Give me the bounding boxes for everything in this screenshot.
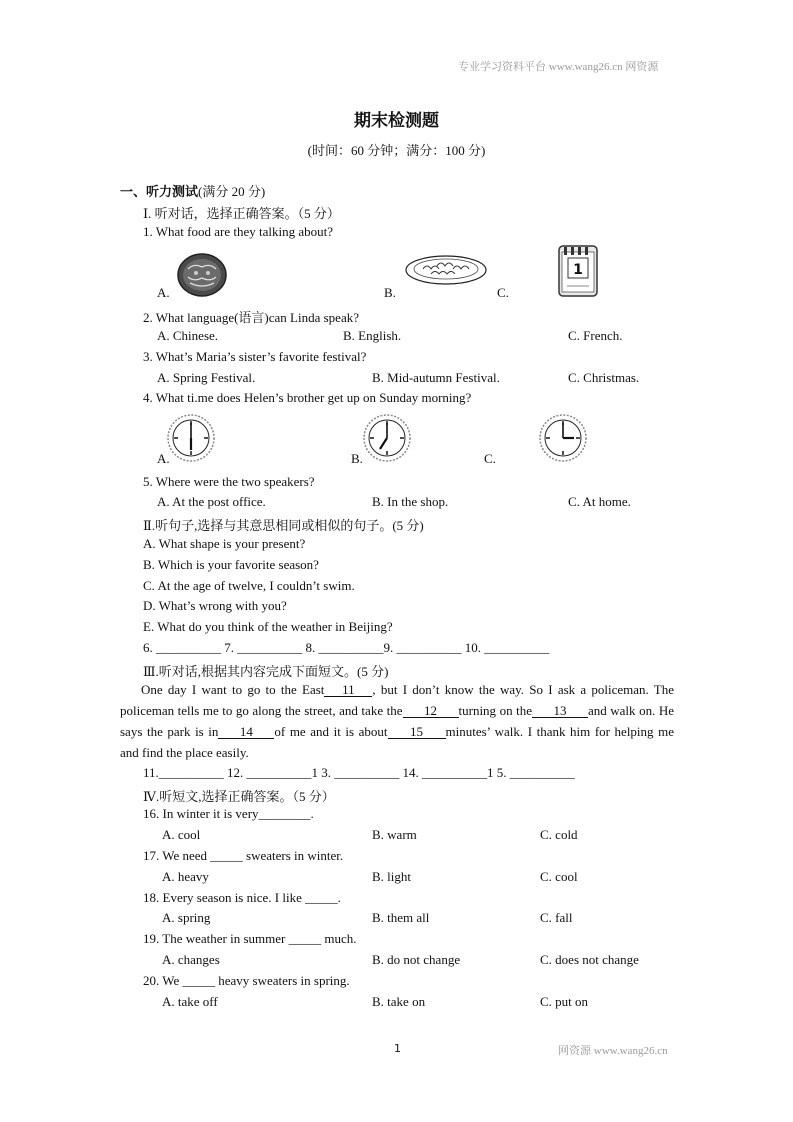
q5-option-b: B. In the shop. — [372, 494, 449, 509]
part2-option: C. At the age of twelve, I couldn’t swim. — [143, 578, 355, 593]
q17-option-b: B. light — [372, 869, 412, 884]
q3-option-b: B. Mid-autumn Festival. — [372, 370, 500, 385]
q17-option-a: A. heavy — [162, 869, 209, 884]
q19-stem: 19. The weather in summer _____ much. — [143, 931, 357, 946]
q18-option-c: C. fall — [540, 910, 573, 925]
part3-heading: Ⅲ.听对话,根据其内容完成下面短文。(5 分) — [143, 664, 389, 679]
q2-option-a: A. Chinese. — [157, 328, 219, 343]
part4-heading: Ⅳ.听短文,选择正确答案。（5 分） — [143, 789, 335, 804]
clock-seven-icon — [362, 413, 412, 463]
q4-option-a: A. — [157, 451, 170, 466]
footer-watermark: 网资源 www.wang26.cn — [558, 1045, 668, 1057]
part2-answer-blanks: 6. __________ 7. __________ 8. __________9. __________ 10. __________ — [143, 640, 550, 655]
page-number: 1 — [394, 1042, 401, 1055]
blank-13: 13 — [532, 704, 588, 718]
q2-option-b: B. English. — [343, 328, 402, 343]
q4-stem: 4. What ti.me does Helen’s brother get up on Sunday morning? — [143, 390, 472, 405]
dumplings-plate-icon — [405, 254, 487, 286]
q19-option-a: A. changes — [162, 952, 220, 967]
q20-option-c: C. put on — [540, 994, 589, 1009]
q20-option-b: B. take on — [372, 994, 426, 1009]
q16-option-b: B. warm — [372, 827, 417, 842]
q1-option-c: C. — [497, 285, 509, 300]
blank-15: 15 — [388, 725, 446, 739]
q2-option-c: C. French. — [568, 328, 623, 343]
part2-option: A. What shape is your present? — [143, 536, 306, 551]
calendar-number: 1 — [573, 262, 583, 278]
q17-stem: 17. We need _____ sweaters in winter. — [143, 848, 344, 863]
q4-option-b: B. — [351, 451, 363, 466]
blank-12: 12 — [403, 704, 459, 718]
q19-option-b: B. do not change — [372, 952, 461, 967]
q3-stem: 3. What’s Maria’s sister’s favorite festival? — [143, 349, 367, 364]
q18-option-a: A. spring — [162, 910, 211, 925]
q4-option-c: C. — [484, 451, 496, 466]
clock-three-icon — [538, 413, 588, 463]
part1-heading: Ⅰ. 听对话，选择正确答案。（5 分） — [143, 206, 340, 221]
q16-stem: 16. In winter it is very________. — [143, 806, 314, 821]
section-heading — [120, 181, 265, 200]
part2-heading: Ⅱ.听句子,选择与其意思相同或相似的句子。(5 分) — [143, 518, 424, 533]
q17-option-c: C. cool — [540, 869, 578, 884]
part2-option: D. What’s wrong with you? — [143, 598, 287, 613]
q3-option-a: A. Spring Festival. — [157, 370, 256, 385]
section-note: (满分 20 分) — [198, 184, 266, 199]
q18-stem: 18. Every season is nice. I like _____. — [143, 890, 341, 905]
clock-six-icon — [166, 413, 216, 463]
q5-option-a: A. At the post office. — [157, 494, 266, 509]
q20-option-a: A. take off — [162, 994, 218, 1009]
header-watermark: 专业学习资料平台 www.wang26.cn 网资源 — [458, 61, 659, 73]
calendar-icon — [557, 244, 599, 298]
q1-option-a: A. — [157, 285, 170, 300]
q1-option-b: B. — [384, 285, 396, 300]
part2-option: B. Which is your favorite season? — [143, 557, 319, 572]
q5-option-c: C. At home. — [568, 494, 631, 509]
page-subtitle: (时间：60 分钟；满分：100 分) — [307, 143, 486, 158]
q5-stem: 5. Where were the two speakers? — [143, 474, 315, 489]
q16-option-c: C. cold — [540, 827, 578, 842]
part3-passage: One day I want to go to the East 11 , but I don’t know the way. So I ask a policeman. The policeman tells me to go along the street, and take the 12 turning on the 13 and walk on. He says the park is in 14 of me and it is about 15 minutes’ walk. I thank him for helping me and find the place easily. — [120, 682, 674, 760]
q18-option-b: B. them all — [372, 910, 430, 925]
blank-14: 14 — [218, 725, 274, 739]
section-title: 一、听力测试 — [120, 185, 199, 200]
part2-option: E. What do you think of the weather in Beijing? — [143, 619, 393, 634]
q3-option-c: C. Christmas. — [568, 370, 640, 385]
mooncake-icon — [176, 251, 228, 299]
q1-stem: 1. What food are they talking about? — [143, 224, 334, 239]
q2-stem: 2. What language(语言)can Linda speak? — [143, 310, 359, 325]
part3-answer-blanks: 11.__________ 12. __________1 3. __________ 14. __________1 5. __________ — [143, 765, 575, 780]
q16-option-a: A. cool — [162, 827, 201, 842]
q19-option-c: C. does not change — [540, 952, 639, 967]
q20-stem: 20. We _____ heavy sweaters in spring. — [143, 973, 350, 988]
page-title: 期末检测题 — [354, 111, 439, 131]
blank-11: 11 — [324, 683, 372, 697]
